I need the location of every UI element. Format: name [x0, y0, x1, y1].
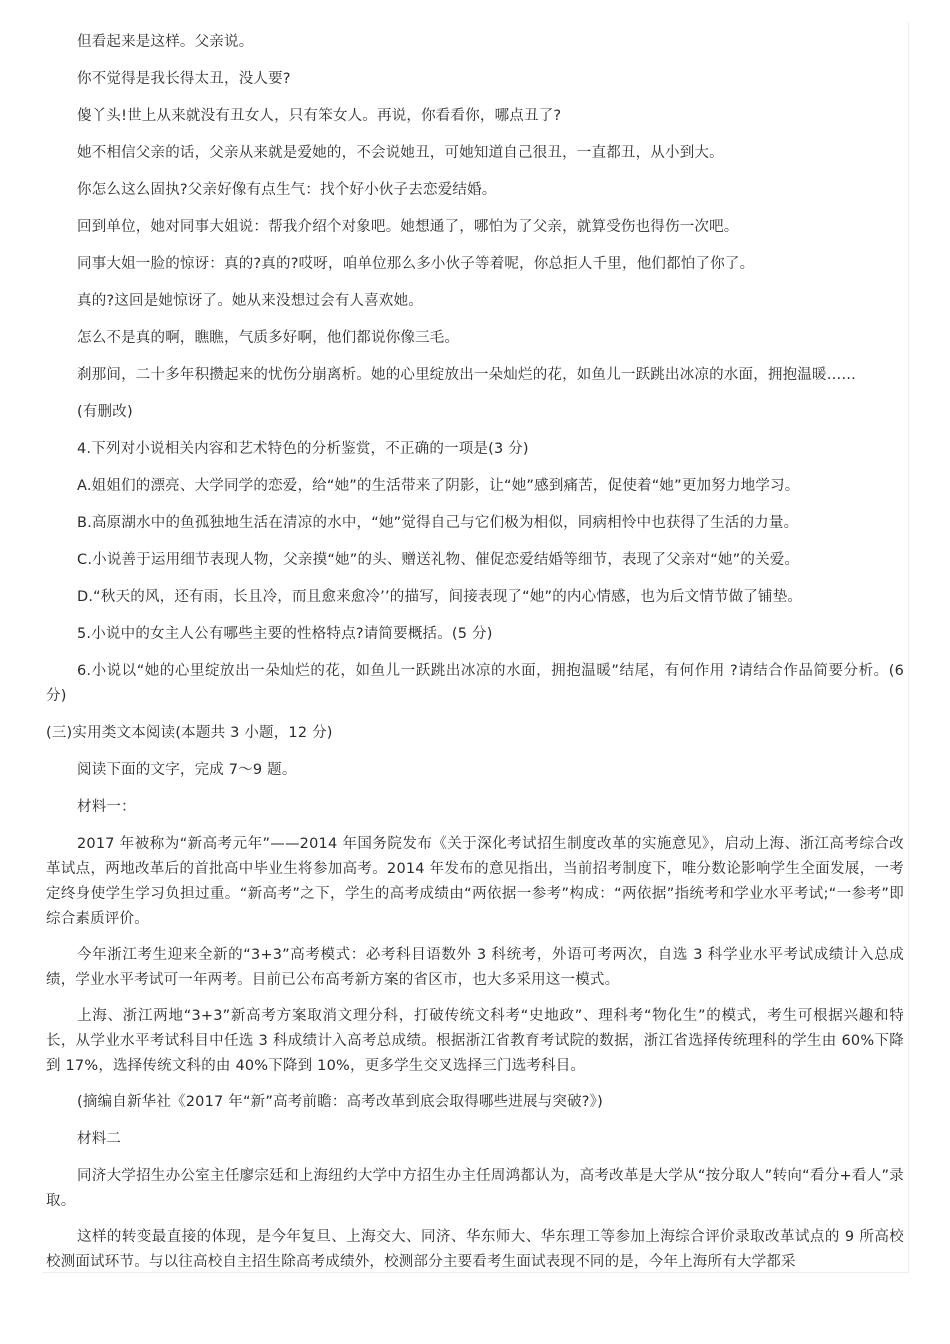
question-4-option-d: D.“秋天的风，还有雨，长且冷，而且愈来愈冷’’的描写，间接表现了“她”的内心情感，也为后文情节做了铺垫。 — [77, 589, 803, 605]
story-paragraph: 她不相信父亲的话，父亲从来就是爱她的，不会说她丑，可她知道自己很丑，一直都丑，从小到大。 — [77, 145, 724, 161]
question-5: 5.小说中的女主人公有哪些主要的性格特点?请简要概括。(5 分) — [77, 626, 493, 642]
material-1-paragraph: 上海、浙江两地“3+3”新高考方案取消文理分科，打破传统文科考“史地政”、理科考“物化生”的模式，考生可根据兴趣和特长，从学业水平考试科目中任选 3 科成绩计入高考总成绩。根据浙江省教育考试院的数据，浙江省选择传统理科的学生由 60%下降到 17%，选择传统文科的由 40%下降到 10%，更多学生交叉选择三门选考科目。 — [46, 1008, 904, 1074]
material-2-label: 材料二 — [77, 1131, 122, 1147]
story-paragraph: 同事大姐一脸的惊讶：真的?真的?哎呀，咱单位那么多小伙子等着呢，你总拒人千里，他们都怕了你了。 — [77, 256, 755, 272]
story-paragraph: 但看起来是这样。父亲说。 — [77, 34, 254, 50]
story-paragraph: 刹那间，二十多年积攒起来的忧伤分崩离析。她的心里绽放出一朵灿烂的花，如鱼儿一跃跳出冰凉的水面，拥抱温暖…… — [77, 367, 857, 383]
story-paragraph: 你怎么这么固执?父亲好像有点生气：找个好小伙子去恋爱结婚。 — [77, 182, 497, 198]
section-3-instruction: 阅读下面的文字，完成 7～9 题。 — [77, 762, 297, 778]
material-2-paragraph: 这样的转变最直接的体现，是今年复旦、上海交大、同济、华东师大、华东理工等参加上海综合评价录取改革试点的 9 所高校校测面试环节。与以往高校自主招生除高考成绩外，校测部分主要看考生面试表现不同的是，今年上海所有大学都采 — [46, 1229, 904, 1270]
story-paragraph: 怎么不是真的啊，瞧瞧，气质多好啊，他们都说你像三毛。 — [77, 330, 460, 346]
document-body — [46, 30, 904, 1275]
material-2-paragraph: 同济大学招生办公室主任廖宗廷和上海纽约大学中方招生办主任周鸿都认为，高考改革是大学从“按分取人”转向“看分+看人”录取。 — [46, 1168, 904, 1209]
edit-note: (有删改) — [77, 404, 133, 420]
material-1-source: (摘编自新华社《2017 年“新”高考前瞻：高考改革到底会取得哪些进展与突破?》) — [77, 1094, 603, 1110]
question-4-option-c: C.小说善于运用细节表现人物，父亲摸“她”的头、赠送礼物、催促恋爱结婚等细节，表现了父亲对“她”的关爱。 — [77, 552, 800, 568]
material-1-paragraph: 今年浙江考生迎来全新的“3+3”高考模式：必考科目语数外 3 科统考，外语可考两次，自选 3 科学业水平考试成绩计入总成绩，学业水平考试可一年两考。目前已公布高考新方案的省区市，也大多采用这一模式。 — [46, 947, 904, 988]
story-paragraph: 回到单位，她对同事大姐说：帮我介绍个对象吧。她想通了，哪怕为了父亲，就算受伤也得伤一次吧。 — [77, 219, 739, 235]
story-paragraph: 你不觉得是我长得太丑，没人要? — [77, 71, 291, 87]
section-3-heading: (三)实用类文本阅读(本题共 3 小题，12 分) — [46, 725, 333, 741]
material-1-label: 材料一： — [77, 799, 136, 815]
question-4-option-a: A.姐姐们的漂亮、大学同学的恋爱，给“她”的生活带来了阴影，让“她”感到痛苦，促使着“她”更加努力地学习。 — [77, 478, 800, 494]
question-6: 6.小说以“她的心里绽放出一朵灿烂的花，如鱼儿一跃跳出冰凉的水面，拥抱温暖”结尾，有何作用 ?请结合作品简要分析。(6 分) — [46, 663, 904, 704]
question-4-option-b: B.高原湖水中的鱼孤独地生活在清凉的水中，“她”觉得自己与它们极为相似，同病相怜中也获得了生活的力量。 — [77, 515, 799, 531]
document-page — [42, 22, 909, 1273]
question-4-stem: 4.下列对小说相关内容和艺术特色的分析鉴赏，不正确的一项是(3 分) — [77, 441, 529, 457]
story-paragraph: 真的?这回是她惊讶了。她从来没想过会有人喜欢她。 — [77, 293, 423, 309]
story-paragraph: 傻丫头!世上从来就没有丑女人，只有笨女人。再说，你看看你，哪点丑了? — [77, 108, 562, 124]
material-1-paragraph: 2017 年被称为“新高考元年”——2014 年国务院发布《关于深化考试招生制度改革的实施意见》，启动上海、浙江高考综合改革试点，两地改革后的首批高中毕业生将参加高考。2014 年发布的意见指出，当前招考制度下，唯分数论影响学生全面发展，一考定终身使学生学习负担过重。“新高考”之下，学生的高考成绩由“两依据一参考”构成：“两依据”指统考和学业水平考试;“一参考”即综合素质评价。 — [46, 836, 904, 927]
